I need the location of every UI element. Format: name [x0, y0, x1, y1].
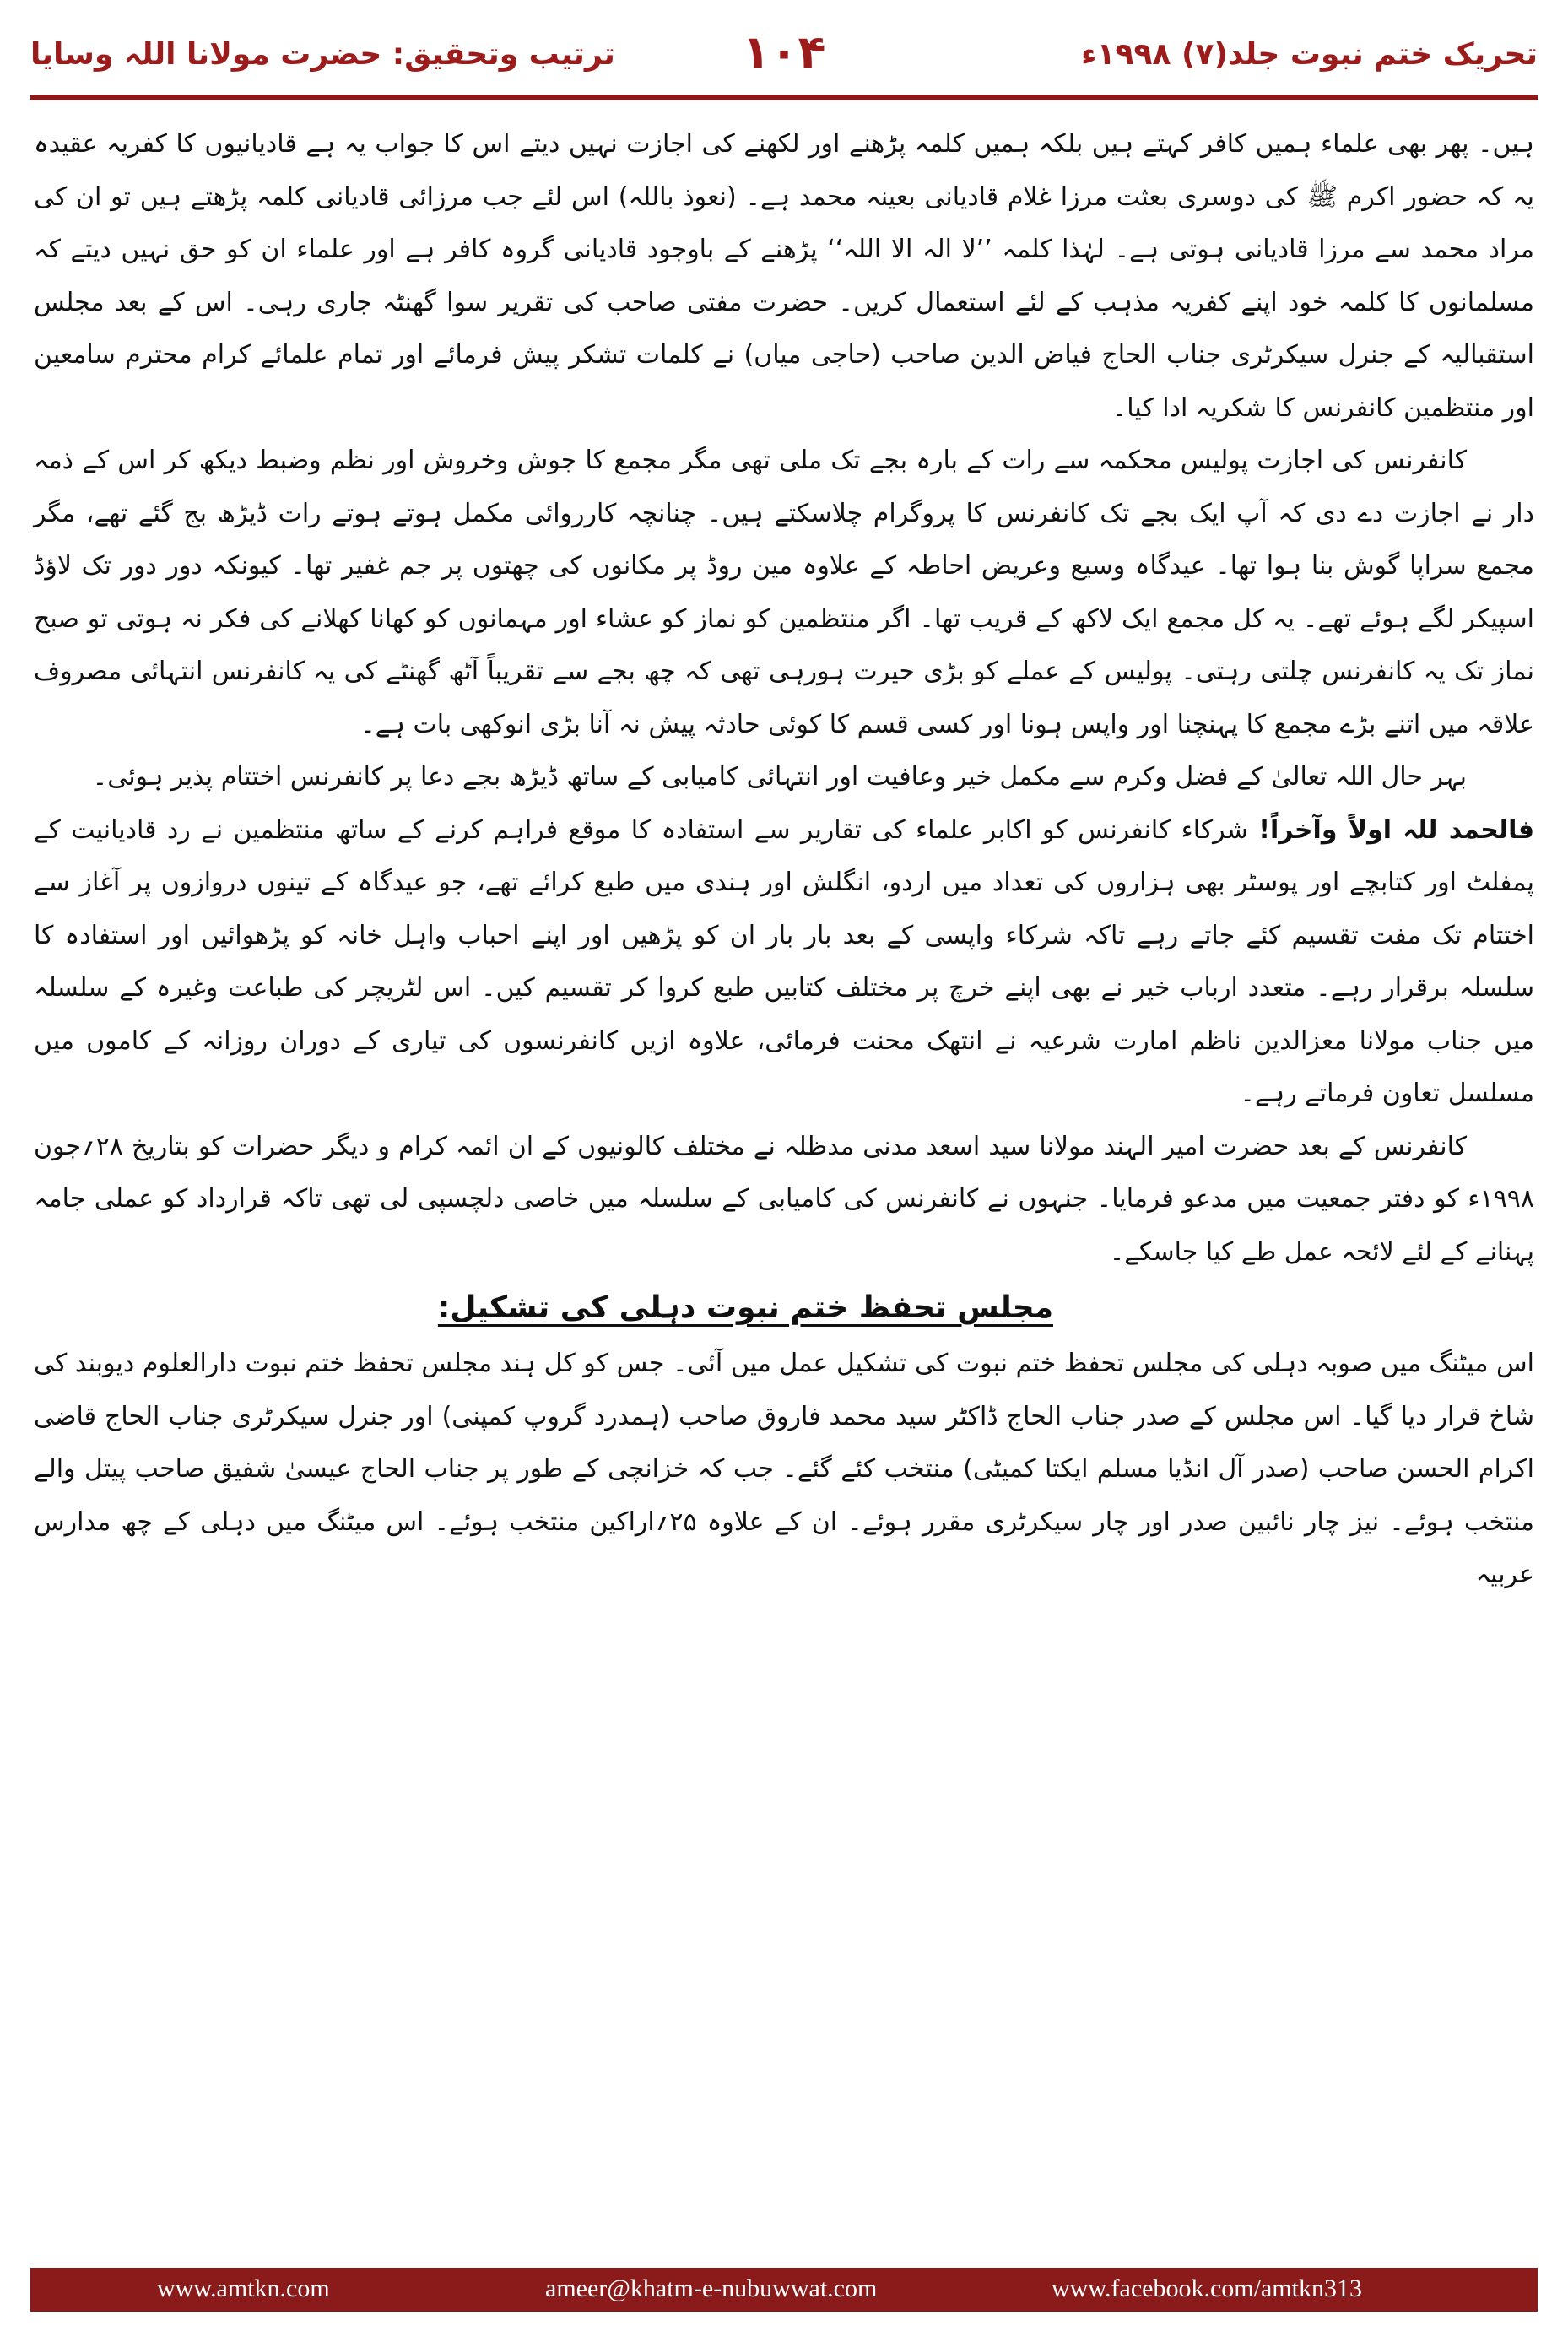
website-link[interactable]: www.amtkn.com: [157, 2274, 330, 2302]
body-paragraph-4-text: شرکاء کانفرنس کو اکابر علماء کی تقاریر سے استفادہ کا موقع فراہم کرنے کے ساتھ منتظمین نے رد قادیانیت کے پمفلٹ اور کتابچے اور پوسٹر بھی ہزاروں کی تعداد میں اردو، انگلش اور ہندی میں طبع کرائے تھے، جو عیدگاہ کے تینوں دروازوں پر آغاز سے اختتام تک مفت تقسیم کئے جاتے رہے تاکہ شرکاء واپسی کے بعد بار بار ان کو پڑھیں اور اپنے احباب واہل خانہ کو پڑھوائیں اور استفادہ کا سلسلہ برقرار رہے۔ متعدد ارباب خیر نے بھی اپنے خرچ پر مختلف کتابیں طبع کروا کر تقسیم کیں۔ اس لٹریچر کی طباعت وغیرہ کے سلسلہ میں جناب مولانا معزالدین ناظم امارت شرعیہ نے انتھک محنت فرمائی، علاوہ ازیں کانفرنسوں کی تیاری کے دوران روزانہ کے کاموں میں مسلسل تعاون فرماتے رہے۔: [34, 814, 1534, 1108]
section-heading: [34, 1279, 1534, 1338]
page-body: [34, 118, 1534, 2245]
page-number: ۱۰۴: [742, 25, 826, 78]
praise-phrase: فالحمد للہ اولاً وآخراً!: [1258, 814, 1534, 845]
body-paragraph-4: [34, 804, 1534, 1121]
header-divider: [30, 95, 1538, 100]
email-link[interactable]: ameer@khatm-e-nubuwwat.com: [545, 2274, 878, 2302]
body-paragraph-6: اس میٹنگ میں صوبہ دہلی کی مجلس تحفظ ختم نبوت کی تشکیل عمل میں آئی۔ جس کو کل ہند مجلس تحفظ ختم نبوت دارالعلوم دیوبند کی شاخ قرار دیا گیا۔ اس مجلس کے صدر جناب الحاج ڈاکٹر سید محمد فاروق صاحب (ہمدرد گروپ کمپنی) اور جنرل سیکرٹری جناب الحاج قاضی اکرام الحسن صاحب (صدر آل انڈیا مسلم ایکتا کمیٹی) منتخب کئے گئے۔ جب کہ خزانچی کے طور پر جناب الحاج عیسیٰ شفیق صاحب پیتل والے منتخب ہوئے۔ نیز چار نائبین صدر اور چار سیکرٹری مقرر ہوئے۔ ان کے علاوہ ۲۵؍اراکین منتخب ہوئے۔ اس میٹنگ میں دہلی کے چھ مدارس عربیہ: [34, 1349, 1534, 1589]
body-paragraph-2: کانفرنس کی اجازت پولیس محکمہ سے رات کے بارہ بجے تک ملی تھی مگر مجمع کا جوش وخروش اور نظم وضبط دیکھ کر اس کے ذمہ دار نے اجازت دے دی کہ آپ ایک بجے تک کانفرنس کا پروگرام چلاسکتے ہیں۔ چنانچہ کارروائی مکمل ہوتے ہوتے رات ڈیڑھ بج گئے تھے، مگر مجمع سراپا گوش بنا ہوا تھا۔ عیدگاہ وسیع وعریض احاطہ کے علاوہ مین روڈ پر مکانوں کی چھتوں پر جم غفیر تھا۔ کیونکہ دور دور تک لاؤڈ اسپیکر لگے ہوئے تھے۔ یہ کل مجمع ایک لاکھ کے قریب تھا۔ اگر منتظمین کو نماز کو عشاء اور مہمانوں کو کھانا کھلانے کی فکر نہ ہوتی تو صبح نماز تک یہ کانفرنس چلتی رہتی۔ پولیس کے عملے کو بڑی حیرت ہورہی تھی کہ چھ بجے سے تقریباً آٹھ گھنٹے کی یہ کانفرنس انتہائی مصروف علاقہ میں اتنے بڑے مجمع کا پہنچنا اور واپس ہونا اور کسی قسم کا کوئی حادثہ پیش نہ آنا بڑی انوکھی بات ہے۔: [34, 446, 1534, 739]
page-footer: [30, 2268, 1538, 2312]
facebook-link[interactable]: www.facebook.com/amtkn313: [1052, 2274, 1362, 2302]
body-paragraph-3: بہر حال اللہ تعالیٰ کے فضل وکرم سے مکمل خیر وعافیت اور انتہائی کامیابی کے ساتھ ڈیڑھ بجے دعا پر کانفرنس اختتام پذیر ہوئی۔: [92, 762, 1467, 792]
book-title: تحریک ختم نبوت جلد(۷) ۱۹۹۸ء: [1081, 37, 1538, 72]
body-paragraph-5: کانفرنس کے بعد حضرت امیر الہند مولانا سید اسعد مدنی مدظلہ نے مختلف کالونیوں کے ان ائمہ کرام و دیگر حضرات کو بتاریخ ۲۸؍جون ۱۹۹۸ء کو دفتر جمعیت میں مدعو فرمایا۔ جنہوں نے کانفرنس کی کامیابی کے سلسلہ میں خاصی دلچسپی لی تھی تاکہ قرارداد کو عملی جامہ پہنانے کے لئے لائحہ عمل طے کیا جاسکے۔: [34, 1131, 1534, 1267]
compiler-credit: ترتیب وتحقیق: حضرت مولانا اللہ وسایا: [30, 37, 615, 72]
page-header: [30, 25, 1538, 84]
section-heading-text: مجلس تحفظ ختم نبوت دہلی کی تشکیل:: [437, 1290, 1053, 1325]
body-paragraph-1: ہیں۔ پھر بھی علماء ہمیں کافر کہتے ہیں بلکہ ہمیں کلمہ پڑھنے اور لکھنے کی اجازت نہیں دیتے اس کا جواب یہ ہے قادیانیوں کا کفریہ عقیدہ یہ کہ حضور اکرم ﷺ کی دوسری بعثت مرزا غلام قادیانی بعینہ محمد ہے۔ (نعوذ باللہ) اس لئے جب مرزائی قادیانی کلمہ پڑھتے ہیں تو ان کی مراد محمد سے مرزا قادیانی ہوتی ہے۔ لہٰذا کلمہ ’’لا الہ الا اللہ‘‘ پڑھنے کے باوجود قادیانی گروہ کافر ہے اور علماء ان کو حق نہیں دیتے کہ مسلمانوں کا کلمہ خود اپنے کفریہ مذہب کے لئے استعمال کریں۔ حضرت مفتی صاحب کی تقریر سوا گھنٹہ جاری رہی۔ اس کے بعد مجلس استقبالیہ کے جنرل سیکرٹری جناب الحاج فیاض الدین صاحب (حاجی میاں) نے کلمات تشکر پیش فرمائے اور تمام علمائے کرام محترم سامعین اور منتظمین کانفرنس کا شکریہ ادا کیا۔: [34, 129, 1534, 423]
